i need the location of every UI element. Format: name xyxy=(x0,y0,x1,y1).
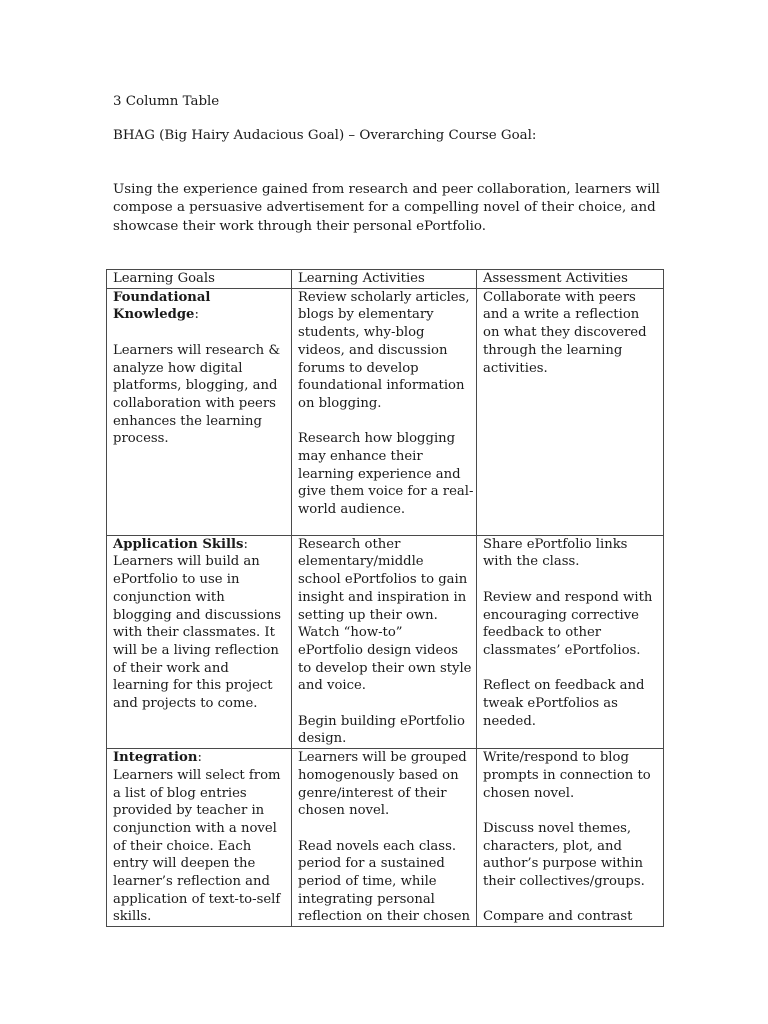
learning-activities-cell xyxy=(292,288,477,535)
table-header-row xyxy=(107,270,664,289)
cell-line: author’s purpose within xyxy=(483,856,643,872)
three-column-table xyxy=(106,269,664,927)
learning-activities-cell xyxy=(292,749,477,927)
page-heading: 3 Column Table xyxy=(113,94,220,109)
cell-line: to develop their own style xyxy=(298,660,472,676)
cell-line: genre/interest of their xyxy=(298,785,447,801)
cell-line: videos, and discussion xyxy=(298,342,448,358)
cell-line: with their classmates. It xyxy=(113,625,275,641)
cell-line: chosen novel. xyxy=(483,785,575,801)
cell-line: application of text-to-self xyxy=(113,891,281,907)
cell-line: through the learning xyxy=(483,342,623,358)
cell-line: prompts in connection to xyxy=(483,767,651,783)
cell-line: will be a living reflection xyxy=(113,642,279,658)
cell-line: design. xyxy=(298,731,347,747)
cell-line: learning for this project xyxy=(113,678,273,694)
cell-line: Begin building ePortfolio xyxy=(298,713,465,729)
bhag-label: BHAG (Big Hairy Audacious Goal) – Overarching Course Goal: xyxy=(113,128,537,143)
cell-line: and a write a reflection xyxy=(483,307,640,323)
cell-line: foundational information xyxy=(298,378,465,394)
cell-line: encouraging corrective xyxy=(483,607,639,623)
course-goal-paragraph xyxy=(113,181,673,236)
goal-title: Foundational xyxy=(113,289,211,305)
cell-line: enhances the learning xyxy=(113,413,262,429)
cell-line: Learners will be grouped xyxy=(298,750,467,766)
cell-line: on what they discovered xyxy=(483,325,647,341)
cell-line: elementary/middle xyxy=(298,554,424,570)
cell-line: collaboration with peers xyxy=(113,395,276,411)
cell-line: reflection on their chosen xyxy=(298,909,471,925)
cell-line: world audience. xyxy=(298,502,406,518)
cell-line: Learners will select from xyxy=(113,767,281,783)
cell-line: Research other xyxy=(298,536,401,552)
cell-line: needed. xyxy=(483,713,536,729)
assessment-activities-cell xyxy=(477,288,664,535)
cell-line: chosen novel. xyxy=(298,803,390,819)
cell-line: insight and inspiration in xyxy=(298,589,467,605)
assessment-activities-cell xyxy=(477,535,664,748)
goal-title: Application Skills xyxy=(113,536,244,552)
cell-line: ePortfolio design videos xyxy=(298,642,459,658)
cell-line: learner’s reflection and xyxy=(113,874,270,890)
cell-line: process. xyxy=(113,431,169,447)
cell-line: may enhance their xyxy=(298,449,423,465)
cell-line: homogenously based on xyxy=(298,767,459,783)
learning-activities-cell xyxy=(292,535,477,748)
cell-line: Learners will build an xyxy=(113,554,260,570)
cell-line: learning experience and xyxy=(298,466,461,482)
cell-line: with the class. xyxy=(483,554,580,570)
cell-line: school ePortfolios to gain xyxy=(298,572,468,588)
cell-line: on blogging. xyxy=(298,395,382,411)
cell-line: Review and respond with xyxy=(483,589,653,605)
cell-line: Read novels each class. xyxy=(298,838,457,854)
cell-line: Discuss novel themes, xyxy=(483,820,632,836)
cell-line: feedback to other xyxy=(483,625,602,641)
cell-line: their collectives/groups. xyxy=(483,874,645,890)
cell-line: and projects to come. xyxy=(113,696,258,712)
cell-line: setting up their own. xyxy=(298,607,438,623)
cell-line: of their work and xyxy=(113,660,229,676)
goal-title: Integration xyxy=(113,750,198,766)
cell-line: conjunction with xyxy=(113,589,225,605)
cell-line: students, why-blog xyxy=(298,325,425,341)
cell-line: Compare and contrast xyxy=(483,909,633,925)
cell-line: period for a sustained xyxy=(298,856,445,872)
learning-goal-cell: Integration: Learners will select from a list of blog entries provided by teacher in conjunction with a novel of their choice. Each entry will deepen the learner’s reflection and application of text-to-self skills. xyxy=(107,749,292,927)
cell-line: tweak ePortfolios as xyxy=(483,696,618,711)
cell-line: Reflect on feedback and xyxy=(483,678,645,694)
cell-line: integrating personal xyxy=(298,891,435,907)
header-learning-activities: Learning Activities xyxy=(292,270,477,289)
cell-line: provided by teacher in xyxy=(113,803,265,819)
cell-line: skills. xyxy=(113,909,152,925)
cell-line: Watch “how-to” xyxy=(298,625,403,641)
header-assessment-activities: Assessment Activities xyxy=(477,270,664,289)
cell-line: analyze how digital xyxy=(113,360,243,376)
cell-line: a list of blog entries xyxy=(113,785,247,801)
cell-line: entry will deepen the xyxy=(113,856,256,872)
cell-line: blogs by elementary xyxy=(298,307,434,323)
cell-line: Learners will research & xyxy=(113,342,281,358)
cell-line: period of time, while xyxy=(298,874,437,890)
cell-line: Review scholarly articles, xyxy=(298,289,470,305)
course-goal-line: showcase their work through their personal ePortfolio. xyxy=(113,218,487,234)
course-goal-line: compose a persuasive advertisement for a compelling novel of their choice, and xyxy=(113,200,656,216)
cell-line: forums to develop xyxy=(298,360,419,376)
table-row xyxy=(107,535,664,748)
cell-line: blogging and discussions xyxy=(113,607,282,623)
cell-line: activities. xyxy=(483,360,548,376)
cell-line: Research how blogging xyxy=(298,431,456,447)
cell-line: classmates’ ePortfolios. xyxy=(483,642,641,658)
cell-line: give them voice for a real- xyxy=(298,484,474,500)
cell-line: ePortfolio to use in xyxy=(113,572,240,588)
learning-goal-cell: Foundational Knowledge: Learners will research & analyze how digital platforms, blogging, and collaboration with peers enhances the learning process. xyxy=(107,288,292,535)
table-row xyxy=(107,749,664,927)
header-learning-goals: Learning Goals xyxy=(107,270,292,289)
goal-title: Knowledge xyxy=(113,307,195,323)
cell-line: characters, plot, and xyxy=(483,838,622,854)
cell-line: and voice. xyxy=(298,678,366,694)
cell-line: of their choice. Each xyxy=(113,838,252,854)
cell-line: platforms, blogging, and xyxy=(113,378,278,394)
cell-line: Collaborate with peers xyxy=(483,289,636,305)
cell-line: Share ePortfolio links xyxy=(483,536,628,552)
cell-line: Write/respond to blog xyxy=(483,750,629,766)
cell-line: conjunction with a novel xyxy=(113,820,277,836)
assessment-activities-cell xyxy=(477,749,664,927)
course-goal-line: Using the experience gained from research and peer collaboration, learners will xyxy=(113,182,660,197)
table-row xyxy=(107,288,664,535)
learning-goal-cell: Application Skills: Learners will build an ePortfolio to use in conjunction with blogging and discussions with their classmates. It will be a living reflection of their work and learning for this project and projects to come. xyxy=(107,535,292,748)
